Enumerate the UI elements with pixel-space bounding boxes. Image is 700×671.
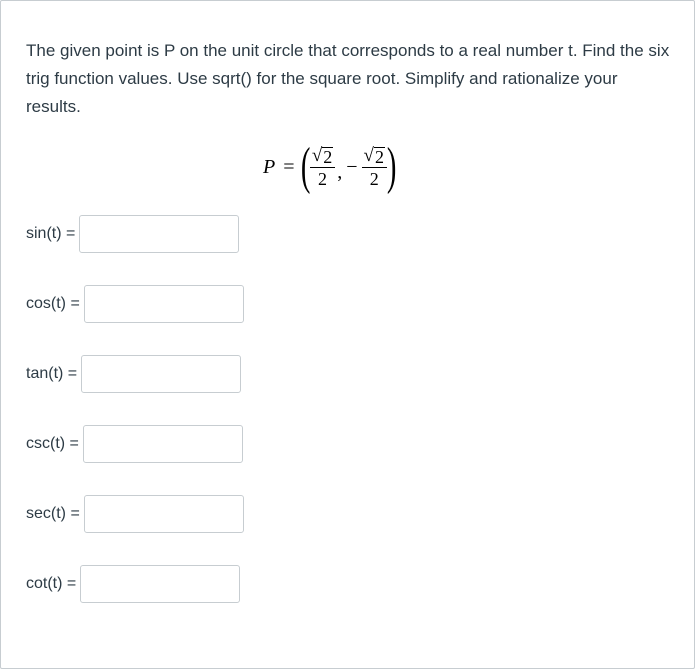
cos-input[interactable] xyxy=(84,285,244,323)
x-denominator: 2 xyxy=(318,168,328,189)
sec-label: sec(t) = xyxy=(26,505,80,522)
point-equation xyxy=(263,137,400,197)
csc-input[interactable] xyxy=(83,425,243,463)
tan-label: tan(t) = xyxy=(26,365,78,382)
x-coordinate-fraction xyxy=(310,145,335,190)
sin-input[interactable] xyxy=(79,215,239,253)
y-denominator: 2 xyxy=(369,168,379,189)
equation-variable: P xyxy=(263,155,276,178)
y-sign: − xyxy=(346,155,358,178)
answer-row-cos xyxy=(26,285,244,323)
equation-open-paren: ( xyxy=(300,138,310,195)
sqrt-symbol: √ xyxy=(311,144,323,166)
answer-row-sec xyxy=(26,495,244,533)
question-prompt: The given point is P on the unit circle that corresponds to a real number t. Find the six trig function values. Use sqrt() for the square root. Simplify and rationalize your results. xyxy=(26,41,670,116)
equation-equals: = xyxy=(283,155,295,178)
x-numerator xyxy=(310,145,335,168)
answer-row-cot xyxy=(26,565,240,603)
tan-input[interactable] xyxy=(81,355,241,393)
sec-input[interactable] xyxy=(84,495,244,533)
y-coordinate-fraction xyxy=(362,145,387,190)
cos-label: cos(t) = xyxy=(26,295,80,312)
sqrt-symbol: √ xyxy=(363,144,374,166)
y-radicand: 2 xyxy=(374,146,384,167)
equation-separator: , xyxy=(337,160,343,183)
csc-label: csc(t) = xyxy=(26,435,79,452)
x-radicand: 2 xyxy=(323,146,333,167)
answer-row-csc xyxy=(26,425,243,463)
sin-label: sin(t) = xyxy=(26,225,76,242)
cot-input[interactable] xyxy=(80,565,240,603)
cot-label: cot(t) = xyxy=(26,575,77,592)
y-numerator xyxy=(362,145,387,168)
answer-row-tan xyxy=(26,355,241,393)
equation-close-paren: ) xyxy=(386,138,397,195)
answer-row-sin xyxy=(26,215,239,253)
